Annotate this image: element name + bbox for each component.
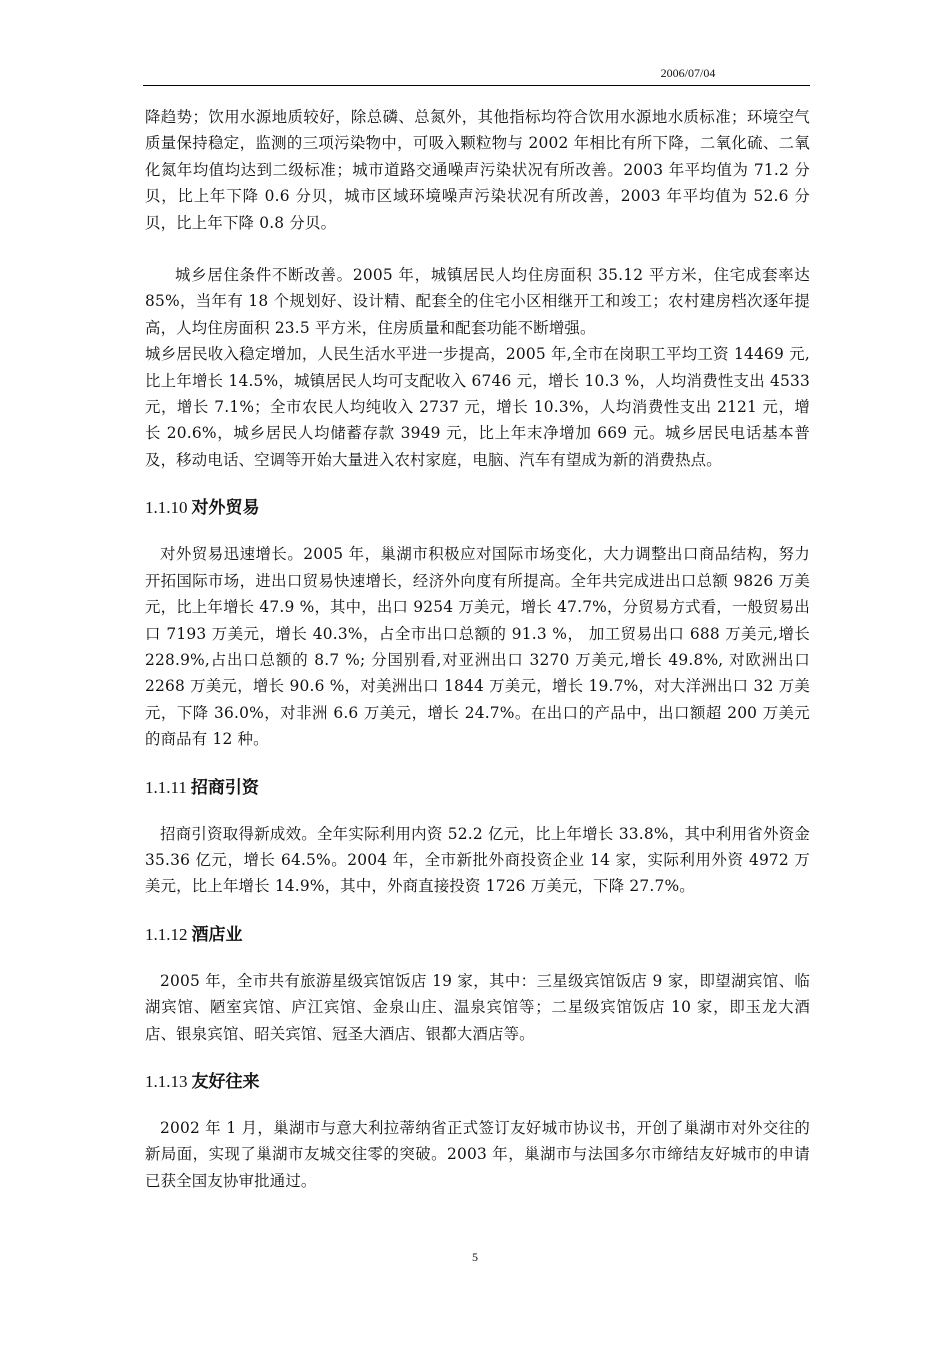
- page-number: 5: [472, 1250, 478, 1264]
- section-title: 招商引资: [190, 777, 259, 798]
- section-number: 1.1.11: [145, 777, 187, 797]
- section-heading-hotels: [145, 922, 810, 948]
- section-heading-investment: [145, 775, 810, 801]
- section-body-friendship: 2002 年 1 月，巢湖市与意大利拉蒂纳省正式签订友好城市协议书，开创了巢湖市对外交往的新局面，实现了巢湖市友城交往零的突破。2003 年，巢湖市与法国多尔市缔结友好城市的申请已获全国友协审批通过。: [145, 1118, 810, 1190]
- section-title: 对外贸易: [191, 498, 260, 519]
- section-title: 酒店业: [191, 924, 243, 945]
- blank-line: [145, 236, 810, 262]
- section-body-foreign-trade: 对外贸易迅速增长。2005 年，巢湖市积极应对国际市场变化，大力调整出口商品结构，努力开拓国际市场，进出口贸易快速增长，经济外向度有所提高。全年共完成进出口总额 9826 万美元，比上年增长 47.9 %，其中，出口 9254 万美元，增长 47.7%，分贸易方式看，一般贸易出口 7193 万美元，增长 40.3%，占全市出口总额的 91.3 %， 加工贸易出口 688 万美元,增长 228.9%,占出口总额的 8.7 %; 分国别看,对亚洲出口 3270 万美元,增长 49.8%, 对欧洲出口 2268 万美元，增长 90.6 %，对美洲出口 1844 万美元，增长 19.7%，对大洋洲出口 32 万美元，下降 36.0%，对非洲 6.6 万美元，增长 24.7%。在出口的产品中，出口额超 200 万美元的商品有 12 种。: [145, 545, 810, 749]
- paragraph-income: 城乡居民收入稳定增加，人民生活水平进一步提高，2005 年,全市在岗职工平均工资 14469 元,比上年增长 14.5%，城镇居民人均可支配收入 6746 元，增长 10.3 %，人均消费性支出 4533 元，增长 7.1%；全市农民人均纯收入 2737 元，增长 10.3%，人均消费性支出 2121 元，增长 20.6%，城乡居民人均储蓄存款 3949 元，比上年末净增加 669 元。城乡居民电话基本普及，移动电话、空调等开始大量进入农村家庭，电脑、汽车有望成为新的消费热点。: [145, 345, 810, 469]
- paragraph-housing: 城乡居住条件不断改善。2005 年，城镇居民人均住房面积 35.12 平方米，住宅成套率达 85%，当年有 18 个规划好、设计精、配套全的住宅小区相继开工和竣工；农村建房档次逐年提高，人均住房面积 23.5 平方米，住房质量和配套功能不断增强。: [145, 266, 810, 337]
- section-heading-foreign-trade: [145, 495, 810, 521]
- paragraph-environment: 降趋势；饮用水源地质较好，除总磷、总氮外，其他指标均符合饮用水源地水质标准；环境空气质量保持稳定，监测的三项污染物中，可吸入颗粒物与 2002 年相比有所下降，二氧化硫、二氧化氮年均值均达到二级标准；城市道路交通噪声污染状况有所改善。2003 年平均值为 71.2 分贝，比上年下降 0.6 分贝，城市区域环境噪声污染状况有所改善，2003 年平均值为 52.6 分贝，比上年下降 0.8 分贝。: [145, 108, 810, 232]
- header-rule: [143, 85, 810, 86]
- page-content: [145, 104, 810, 1194]
- section-body-investment: 招商引资取得新成效。全年实际利用内资 52.2 亿元，比上年增长 33.8%，其中利用省外资金 35.36 亿元，增长 64.5%。2004 年，全市新批外商投资企业 14 家，实际利用外资 4972 万美元，比上年增长 14.9%，其中，外商直接投资 1726 万美元，下降 27.7%。: [145, 824, 810, 896]
- section-number: 1.1.12: [145, 924, 188, 944]
- section-number: 1.1.13: [145, 1071, 188, 1091]
- section-body-hotels: 2005 年，全市共有旅游星级宾馆饭店 19 家，其中：三星级宾馆饭店 9 家，即望湖宾馆、临湖宾馆、陋室宾馆、庐江宾馆、金泉山庄、温泉宾馆等；二星级宾馆饭店 10 家，即玉龙大酒店、银泉宾馆、昭关宾馆、冠圣大酒店、银都大酒店等。: [145, 971, 810, 1043]
- section-number: 1.1.10: [145, 498, 188, 518]
- section-title: 友好往来: [191, 1071, 260, 1092]
- header-date: 2006/07/04: [660, 66, 716, 80]
- section-heading-friendship: [145, 1069, 810, 1095]
